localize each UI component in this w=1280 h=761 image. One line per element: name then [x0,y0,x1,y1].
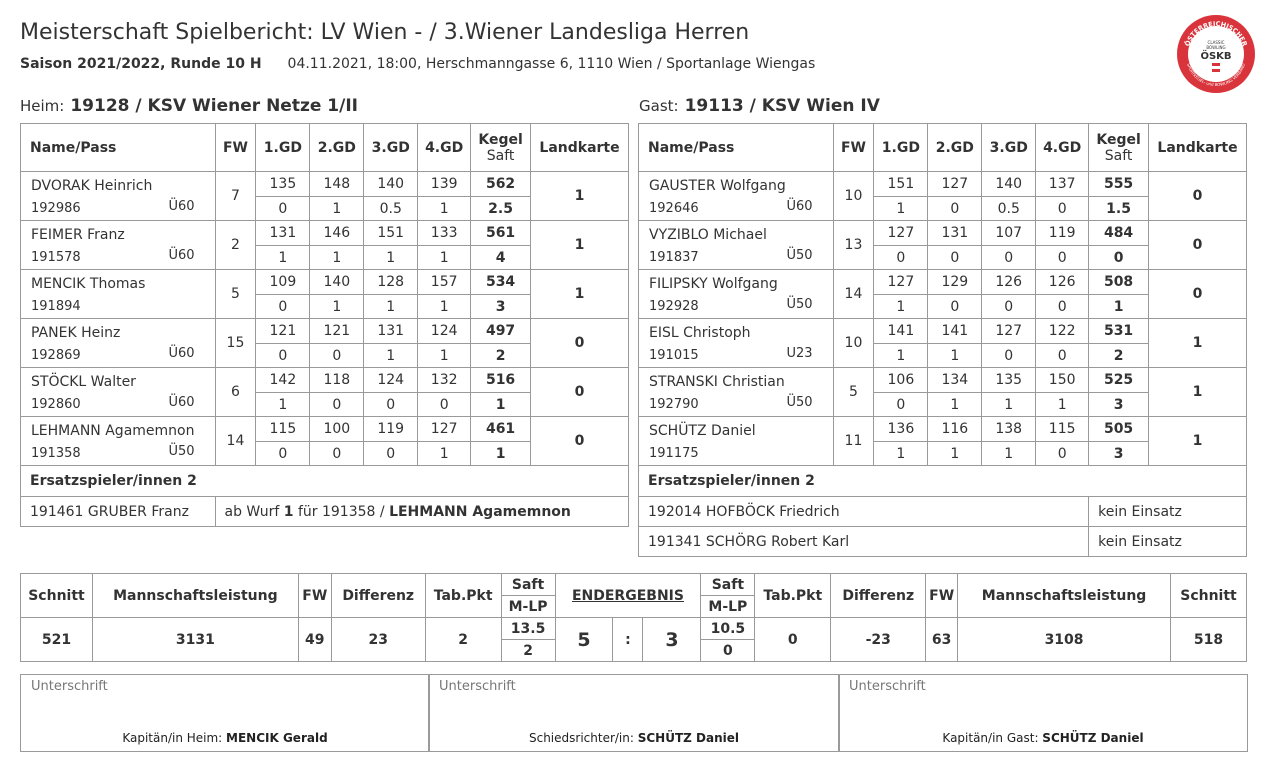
player-age-class: Ü50 [168,444,195,459]
player-age-class: Ü60 [168,199,195,214]
player-name: VYZIBLO Michael [649,227,767,243]
player-game-point: 0 [928,295,982,319]
signature-caption: Kapitän/in Gast: SCHÜTZ Daniel [942,731,1144,745]
player-name: STRANSKI Christian [649,374,785,390]
player-game-score: 127 [874,270,928,295]
player-age-class: Ü50 [786,297,813,312]
col-g3: 3.GD [982,124,1036,172]
player-game-score: 157 [418,270,471,295]
player-game-score: 141 [874,319,928,344]
player-game-point: 1 [364,344,418,368]
player-game-score: 131 [364,319,418,344]
home-schnitt: 521 [21,618,93,662]
player-name-cell [21,270,216,319]
result-guest: 3 [643,618,701,662]
guest-fw: 63 [926,618,958,662]
player-game-point: 0.5 [982,197,1036,221]
player-name: FEIMER Franz [31,227,125,243]
home-differenz: 23 [331,618,425,662]
player-game-score: 140 [364,172,418,197]
player-name: FILIPSKY Wolfgang [649,276,778,292]
player-fw: 15 [215,319,256,368]
player-saft: 0 [1089,246,1149,270]
player-row [21,417,629,442]
player-row [639,417,1247,442]
player-pass: 192790 [649,397,699,412]
player-kegel-total: 531 [1089,319,1149,344]
player-fw: 13 [833,221,874,270]
player-pass: 192928 [649,299,699,314]
sum-h-leistung: Mannschaftsleistung [958,574,1171,618]
col-g2: 2.GD [928,124,982,172]
guest-sub-row [639,497,1247,527]
player-game-point: 1 [310,246,364,270]
player-game-score: 139 [418,172,471,197]
player-saft: 1.5 [1089,197,1149,221]
guest-player-table [638,123,1247,557]
season-round: Saison 2021/2022, Runde 10 H [20,56,262,72]
player-game-score: 126 [982,270,1036,295]
player-fw: 10 [833,172,874,221]
signature-label: Unterschrift [439,679,516,694]
home-rows [21,172,629,466]
guest-differenz: -23 [831,618,926,662]
sum-h-mlp: M-LP [701,596,755,618]
player-game-point: 1 [418,344,471,368]
player-row [21,221,629,246]
col-landkarte: Landkarte [531,124,629,172]
player-kegel-total: 562 [471,172,531,197]
guest-leistung: 3108 [958,618,1171,662]
guest-label: Gast: [639,97,679,115]
match-details: 04.11.2021, 18:00, Herschmanngasse 6, 1110 Wien / Sportanlage Wiengas [287,56,816,72]
player-game-score: 119 [364,417,418,442]
player-name: EISL Christoph [649,325,751,341]
player-row [21,270,629,295]
home-team-name: 19128 / KSV Wiener Netze 1/II [70,96,358,116]
player-fw: 7 [215,172,256,221]
sum-h-leistung: Mannschaftsleistung [92,574,298,618]
player-kegel-total: 508 [1089,270,1149,295]
col-fw: FW [215,124,256,172]
player-game-point: 1 [1036,393,1089,417]
player-kegel-total: 555 [1089,172,1149,197]
player-game-point: 0 [256,197,310,221]
player-name: LEHMANN Agamemnon [31,423,195,439]
player-row [639,319,1247,344]
summary-table [20,573,1247,662]
player-pass: 191175 [649,446,699,461]
player-game-score: 118 [310,368,364,393]
player-game-point: 1 [874,197,928,221]
player-game-score: 135 [256,172,310,197]
player-game-point: 1 [928,344,982,368]
player-kegel-total: 484 [1089,221,1149,246]
player-pass: 192986 [31,201,81,216]
player-saft: 1 [471,442,531,466]
player-kegel-total: 516 [471,368,531,393]
player-saft: 1 [471,393,531,417]
sub-note: ab Wurf 1 für 191358 / LEHMANN Agamemnon [215,497,629,527]
sum-h-schnitt: Schnitt [1170,574,1246,618]
player-fw: 5 [833,368,874,417]
player-game-point: 0 [982,295,1036,319]
signature-caption: Kapitän/in Heim: MENCIK Gerald [122,731,328,745]
sub-note: kein Einsatz [1089,497,1247,527]
player-game-score: 127 [418,417,471,442]
player-game-point: 1 [418,295,471,319]
player-saft: 2 [1089,344,1149,368]
home-subs-title: Ersatzspieler/innen 2 [21,466,629,497]
player-game-point: 1 [928,442,982,466]
player-game-score: 127 [982,319,1036,344]
player-game-point: 1 [418,197,471,221]
player-game-score: 137 [1036,172,1089,197]
player-pass: 191358 [31,446,81,461]
player-game-score: 115 [256,417,310,442]
player-row [639,172,1247,197]
player-game-score: 127 [928,172,982,197]
player-game-point: 0 [982,344,1036,368]
player-name-cell [21,172,216,221]
page-title: Meisterschaft Spielbericht: LV Wien - / 3.Wiener Landesliga Herren [20,20,750,45]
player-landkarte: 1 [531,221,629,270]
player-game-point: 0 [1036,344,1089,368]
result-home: 5 [555,618,613,662]
player-game-point: 1 [418,442,471,466]
svg-text:SPORTKEGEL- und BOWLING VERBAN: SPORTKEGEL- und BOWLING VERBAND [1186,62,1246,88]
player-landkarte: 1 [531,172,629,221]
sum-h-mlp: M-LP [501,596,555,618]
player-game-score: 136 [874,417,928,442]
player-age-class: Ü60 [786,199,813,214]
player-game-point: 0 [1036,442,1089,466]
player-game-score: 142 [256,368,310,393]
player-pass: 192860 [31,397,81,412]
player-game-score: 129 [928,270,982,295]
player-saft: 1 [1089,295,1149,319]
player-age-class: Ü60 [168,346,195,361]
player-game-point: 0 [364,393,418,417]
player-name-cell [639,368,834,417]
home-fw: 49 [298,618,331,662]
player-name: PANEK Heinz [31,325,121,341]
player-landkarte: 1 [1149,319,1247,368]
player-game-point: 0 [310,344,364,368]
player-pass: 191015 [649,348,699,363]
sum-h-endergebnis: ENDERGEBNIS [555,574,701,618]
player-age-class: U23 [786,346,813,361]
result-separator: : [613,618,643,662]
player-game-point: 1 [982,442,1036,466]
sum-h-saft: Saft [701,574,755,596]
player-row [639,270,1247,295]
player-game-score: 119 [1036,221,1089,246]
player-name: SCHÜTZ Daniel [649,423,756,439]
player-game-score: 128 [364,270,418,295]
player-game-score: 146 [310,221,364,246]
player-game-point: 1 [418,246,471,270]
guest-team-name: 19113 / KSV Wien IV [684,96,880,116]
player-row [21,368,629,393]
player-game-point: 1 [364,246,418,270]
player-landkarte: 0 [1149,221,1247,270]
sub-player: 192014 HOFBÖCK Friedrich [639,497,1089,527]
player-saft: 3 [471,295,531,319]
svg-text:ÖSTERREICHISCHER: ÖSTERREICHISCHER [1183,19,1249,48]
player-game-score: 116 [928,417,982,442]
player-kegel-total: 534 [471,270,531,295]
player-game-point: 0 [256,344,310,368]
player-landkarte: 1 [531,270,629,319]
col-kegel-saft: Kegel Saft [1089,124,1149,172]
player-game-score: 151 [874,172,928,197]
player-game-score: 122 [1036,319,1089,344]
player-game-score: 151 [364,221,418,246]
player-game-score: 140 [982,172,1036,197]
col-g1: 1.GD [874,124,928,172]
sub-player: 191461 GRUBER Franz [21,497,216,527]
signature-referee [428,674,840,752]
player-game-point: 0.5 [364,197,418,221]
player-name: GAUSTER Wolfgang [649,178,786,194]
guest-sub-row [639,527,1247,557]
sum-h-schnitt: Schnitt [21,574,93,618]
player-game-point: 1 [874,295,928,319]
player-name-cell [21,319,216,368]
player-name-cell [639,270,834,319]
guest-rows [639,172,1247,466]
col-fw: FW [833,124,874,172]
player-pass: 192646 [649,201,699,216]
player-game-point: 0 [874,246,928,270]
player-kegel-total: 461 [471,417,531,442]
guest-team-line [639,96,880,116]
player-game-point: 1 [364,295,418,319]
player-name-cell [639,221,834,270]
player-fw: 2 [215,221,256,270]
player-game-point: 0 [364,442,418,466]
match-subtitle [20,56,815,72]
player-game-score: 148 [310,172,364,197]
player-game-score: 131 [928,221,982,246]
player-name-cell [639,319,834,368]
player-game-score: 106 [874,368,928,393]
guest-schnitt: 518 [1170,618,1246,662]
player-kegel-total: 497 [471,319,531,344]
col-g4: 4.GD [1036,124,1089,172]
player-landkarte: 0 [1149,270,1247,319]
player-game-score: 141 [928,319,982,344]
signature-label: Unterschrift [31,679,108,694]
col-g4: 4.GD [418,124,471,172]
player-landkarte: 1 [1149,368,1247,417]
player-game-score: 115 [1036,417,1089,442]
player-kegel-total: 561 [471,221,531,246]
player-saft: 2 [471,344,531,368]
player-saft: 4 [471,246,531,270]
player-game-point: 1 [256,246,310,270]
player-game-score: 138 [982,417,1036,442]
sum-h-fw: FW [926,574,958,618]
guest-saft: 10.5 [701,618,755,640]
player-game-score: 140 [310,270,364,295]
player-fw: 14 [215,417,256,466]
player-landkarte: 0 [531,368,629,417]
svg-text:ÖSKB: ÖSKB [1200,51,1232,62]
sum-h-fw: FW [298,574,331,618]
player-row [21,319,629,344]
home-player-table [20,123,629,527]
player-game-score: 124 [364,368,418,393]
signature-home-captain [20,674,430,752]
player-name-cell [21,368,216,417]
col-landkarte: Landkarte [1149,124,1247,172]
player-game-point: 0 [1036,246,1089,270]
player-age-class: Ü50 [786,248,813,263]
player-name-cell [21,221,216,270]
player-game-point: 0 [256,295,310,319]
player-game-score: 121 [256,319,310,344]
player-landkarte: 1 [1149,417,1247,466]
player-name: DVORAK Heinrich [31,178,153,194]
player-name-cell [639,417,834,466]
player-pass: 191894 [31,299,81,314]
sum-h-tabpkt: Tab.Pkt [755,574,831,618]
player-game-point: 0 [256,442,310,466]
player-game-point: 1 [982,393,1036,417]
sum-h-differenz: Differenz [831,574,926,618]
player-name-cell [639,172,834,221]
player-game-point: 0 [310,442,364,466]
sum-h-saft: Saft [501,574,555,596]
player-saft: 2.5 [471,197,531,221]
home-saft: 13.5 [501,618,555,640]
guest-subs-title: Ersatzspieler/innen 2 [639,466,1247,497]
player-game-point: 0 [982,246,1036,270]
player-pass: 191578 [31,250,81,265]
home-sub-row [21,497,629,527]
signature-guest-captain [838,674,1248,752]
home-tabpkt: 2 [425,618,501,662]
guest-tabpkt: 0 [755,618,831,662]
player-game-score: 109 [256,270,310,295]
home-mlp: 2 [501,640,555,662]
player-game-score: 134 [928,368,982,393]
player-game-point: 1 [256,393,310,417]
player-row [21,172,629,197]
player-age-class: Ü60 [168,248,195,263]
player-kegel-total: 505 [1089,417,1149,442]
svg-text:CLASSIC: CLASSIC [1207,40,1225,45]
player-fw: 10 [833,319,874,368]
player-landkarte: 0 [1149,172,1247,221]
player-age-class: Ü50 [786,395,813,410]
player-game-score: 121 [310,319,364,344]
player-game-score: 132 [418,368,471,393]
col-g1: 1.GD [256,124,310,172]
signature-caption: Schiedsrichter/in: SCHÜTZ Daniel [528,731,740,745]
home-leistung: 3131 [92,618,298,662]
col-g3: 3.GD [364,124,418,172]
guest-mlp: 0 [701,640,755,662]
sum-h-differenz: Differenz [331,574,425,618]
player-game-score: 131 [256,221,310,246]
player-game-point: 1 [310,295,364,319]
oeskb-logo [1176,14,1256,94]
signature-label: Unterschrift [849,679,926,694]
player-game-point: 0 [310,393,364,417]
sub-player: 191341 SCHÖRG Robert Karl [639,527,1089,557]
player-pass: 191837 [649,250,699,265]
player-kegel-total: 525 [1089,368,1149,393]
player-name-cell [21,417,216,466]
col-name: Name/Pass [639,124,834,172]
player-saft: 3 [1089,442,1149,466]
home-team-line [20,96,358,116]
player-name: MENCIK Thomas [31,276,146,292]
player-game-point: 1 [874,344,928,368]
player-row [639,368,1247,393]
player-game-point: 1 [928,393,982,417]
player-age-class: Ü60 [168,395,195,410]
home-label: Heim: [20,97,65,115]
player-game-score: 126 [1036,270,1089,295]
sum-h-tabpkt: Tab.Pkt [425,574,501,618]
player-name: STÖCKL Walter [31,374,136,390]
player-fw: 14 [833,270,874,319]
player-landkarte: 0 [531,319,629,368]
player-pass: 192869 [31,348,81,363]
col-g2: 2.GD [310,124,364,172]
player-game-point: 0 [928,197,982,221]
player-landkarte: 0 [531,417,629,466]
player-game-point: 1 [310,197,364,221]
player-fw: 6 [215,368,256,417]
player-game-score: 133 [418,221,471,246]
player-game-point: 0 [1036,197,1089,221]
player-game-score: 107 [982,221,1036,246]
player-game-point: 0 [874,393,928,417]
player-game-point: 0 [418,393,471,417]
sub-note: kein Einsatz [1089,527,1247,557]
player-game-score: 127 [874,221,928,246]
col-name: Name/Pass [21,124,216,172]
svg-text:BOWLING: BOWLING [1206,45,1226,50]
player-game-point: 0 [928,246,982,270]
player-fw: 11 [833,417,874,466]
player-game-score: 150 [1036,368,1089,393]
player-game-score: 135 [982,368,1036,393]
player-row [639,221,1247,246]
player-game-point: 1 [874,442,928,466]
col-kegel-saft: Kegel Saft [471,124,531,172]
player-game-score: 100 [310,417,364,442]
player-fw: 5 [215,270,256,319]
player-game-score: 124 [418,319,471,344]
player-saft: 3 [1089,393,1149,417]
player-game-point: 0 [1036,295,1089,319]
